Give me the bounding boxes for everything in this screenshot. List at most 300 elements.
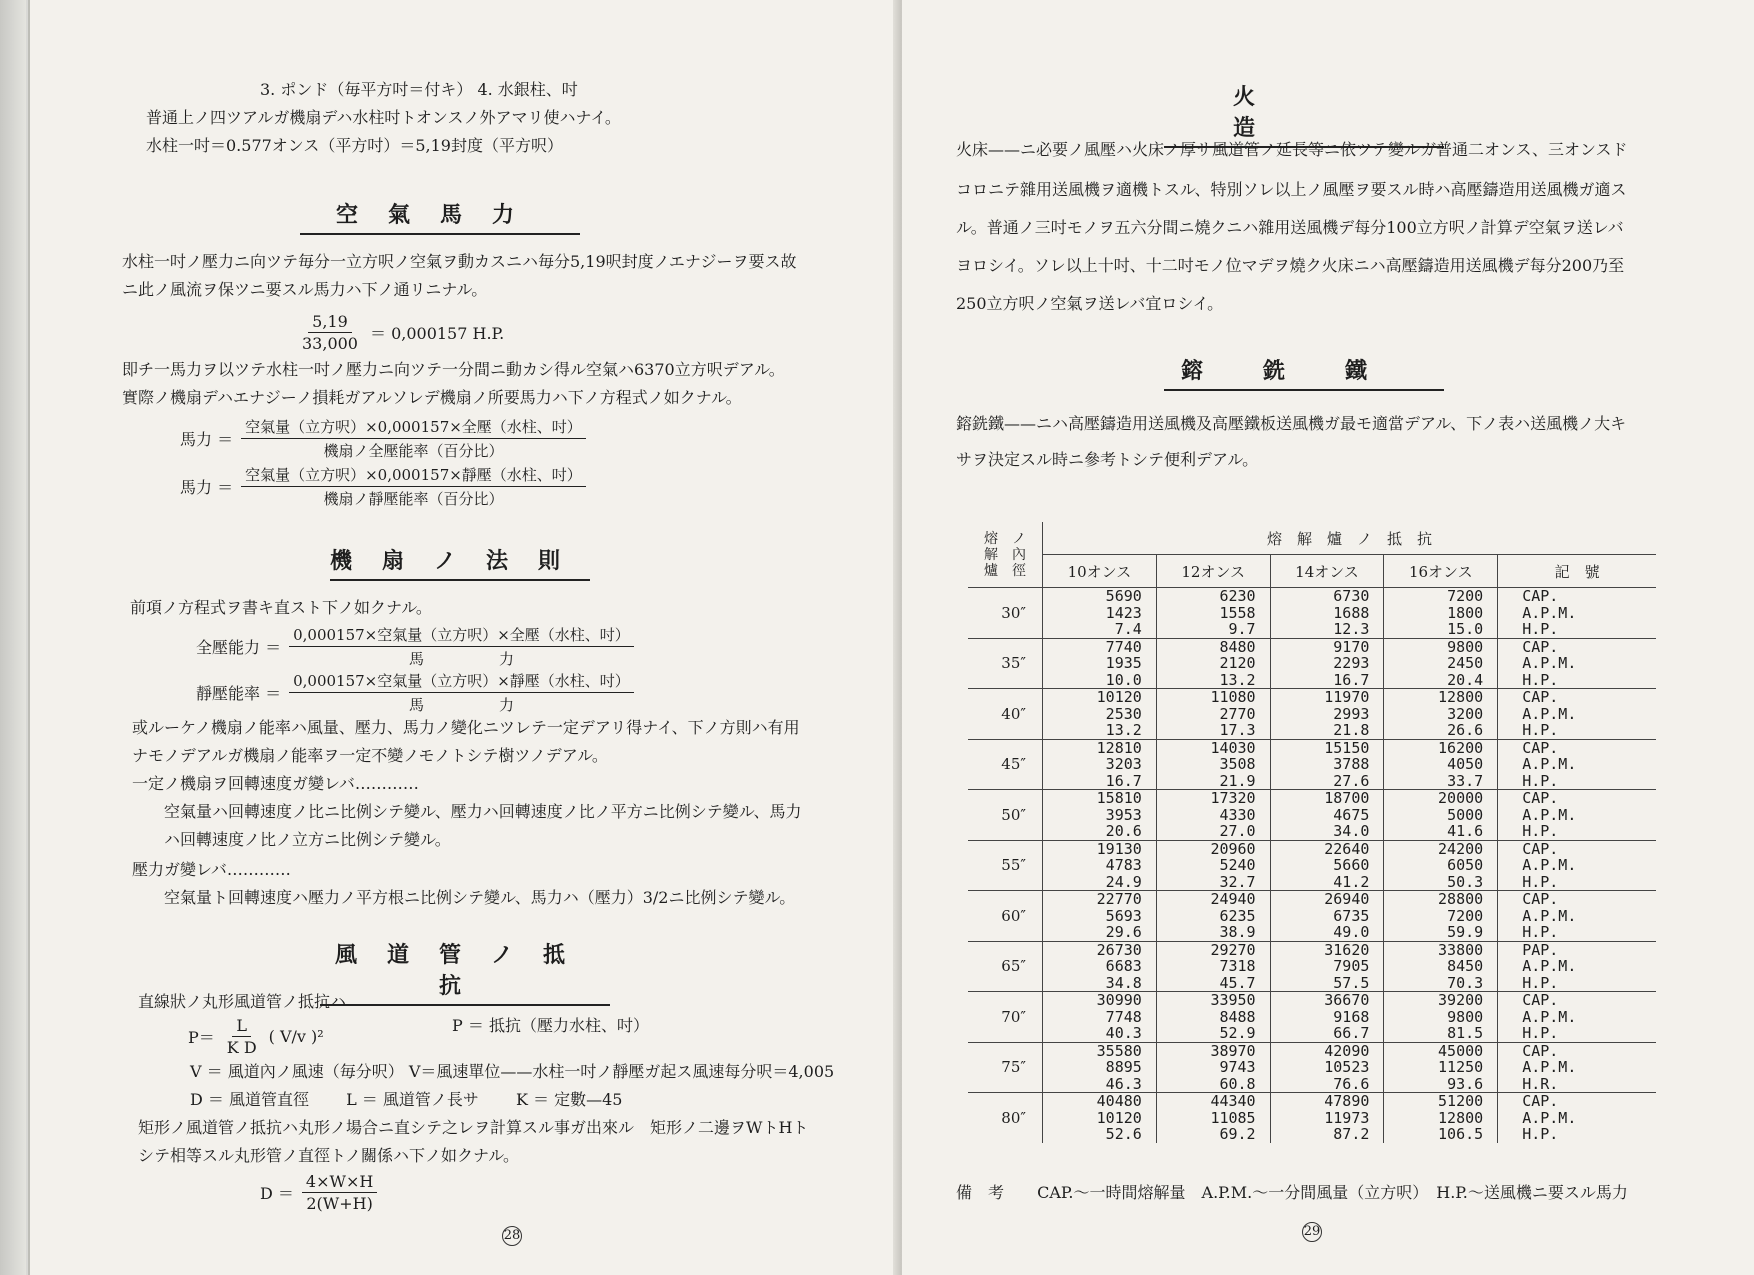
symbol-line: H.P. (1522, 771, 1559, 790)
column-header: 記 號 (1498, 555, 1656, 588)
value-line: 9.7 (1228, 620, 1256, 638)
value-line: 7748 (1105, 1007, 1142, 1026)
paragraph-line: 矩形ノ風道管ノ抵抗ハ丸形ノ場合ニ直シテ之レヲ計算スル事ガ出來ル 矩形ノ二邊ヲWトHト (138, 1118, 809, 1137)
value-line: 10523 (1324, 1058, 1370, 1076)
column-header: 16オンス (1384, 555, 1498, 588)
symbol-line: CAP. (1522, 738, 1559, 757)
symbol-line: CAP. (1522, 587, 1559, 605)
symbol-cell (1498, 588, 1656, 639)
fraction-numerator: 0,000157×空氣量（立方呎）×靜壓（水柱、吋） (289, 670, 634, 693)
cupola-diameter-cell: 80″ (968, 1093, 1043, 1143)
symbol-line: A.P.M. (1522, 704, 1577, 723)
value-line: 8480 (1219, 637, 1256, 656)
value-line: 16.7 (1105, 771, 1142, 790)
value-line: 50.3 (1447, 872, 1484, 891)
paragraph-line: 空氣量ハ回轉速度ノ比ニ比例シテ變ル、壓力ハ回轉速度ノ比ノ平方ニ比例シテ變ル、馬力 (164, 802, 802, 821)
value-line: 10.0 (1105, 670, 1142, 689)
left-page (28, 0, 902, 1275)
value-line: 76.6 (1333, 1074, 1370, 1093)
value-line: 17320 (1210, 789, 1256, 807)
symbol-cell (1498, 840, 1656, 891)
value-cell-v12 (1156, 588, 1270, 639)
value-line: 16200 (1438, 738, 1484, 757)
value-line: 22770 (1096, 890, 1142, 908)
value-line: 66.7 (1333, 1024, 1370, 1042)
fraction-numerator: 4×W×H (302, 1172, 377, 1193)
cupola-diameter-cell: 30″ (968, 588, 1043, 639)
value-line: 87.2 (1333, 1125, 1370, 1143)
fraction-numerator: 空氣量（立方呎）×0,000157×全壓（水柱、吋） (241, 416, 586, 439)
paragraph-line: 或ルーケノ機扇ノ能率ハ風量、壓力、馬力ノ變化ニツレテ一定デアリ得ナイ、下ノ方則ハ有用 (132, 718, 800, 737)
value-line: 29.6 (1105, 923, 1142, 941)
note-label: 備 考 (956, 1183, 1005, 1202)
fraction-result: ＝ 0,000157 H.P. (369, 324, 505, 343)
value-line: 32.7 (1219, 872, 1256, 891)
value-line: 8450 (1447, 957, 1484, 975)
heading-air-horsepower: 空氣馬力 (300, 198, 580, 235)
value-line: 4330 (1219, 805, 1256, 824)
value-cell-v12 (1156, 891, 1270, 942)
symbol-line: A.P.M. (1522, 957, 1577, 975)
value-line: 13.2 (1105, 721, 1142, 739)
value-cell-v16 (1384, 588, 1498, 639)
value-cell-v12 (1156, 689, 1270, 740)
value-line: 38.9 (1219, 923, 1256, 941)
value-line: 42090 (1324, 1041, 1370, 1060)
heading-cupola-iron: 鎔銑鐵 (1164, 354, 1444, 391)
value-line: 2770 (1219, 704, 1256, 723)
symbol-line: PAP. (1522, 940, 1559, 959)
value-cell-v10 (1043, 638, 1157, 689)
value-cell-v12 (1156, 941, 1270, 992)
symbol-line: H.P. (1522, 1024, 1559, 1042)
symbol-line: H.P. (1522, 721, 1559, 739)
value-line: 6730 (1333, 587, 1370, 605)
value-line: 51200 (1438, 1092, 1484, 1110)
value-line: 6235 (1219, 906, 1256, 925)
fraction-numerator: 5,19 (308, 312, 352, 333)
value-line: 33.7 (1447, 771, 1484, 790)
value-line: 2530 (1105, 704, 1142, 723)
value-line: 6735 (1333, 906, 1370, 925)
symbol-line: A.P.M. (1522, 856, 1577, 874)
value-line: 7.4 (1114, 620, 1142, 638)
value-line: 24200 (1438, 839, 1484, 858)
value-line: 35580 (1096, 1041, 1142, 1060)
fraction-numerator: L (232, 1016, 251, 1037)
column-header: 14オンス (1270, 555, 1384, 588)
paragraph-line: 壓力ガ變レバ………… (132, 860, 291, 879)
value-line: 60.8 (1219, 1074, 1256, 1093)
value-cell-v10 (1043, 992, 1157, 1043)
value-line: 21.9 (1219, 771, 1256, 790)
value-cell-v10 (1043, 739, 1157, 790)
value-line: 11085 (1210, 1108, 1256, 1127)
symbol-line: CAP. (1522, 688, 1559, 706)
value-line: 3203 (1105, 755, 1142, 773)
value-line: 106.5 (1438, 1125, 1484, 1143)
value-cell-v14 (1270, 1093, 1384, 1143)
table-row (968, 891, 1656, 942)
value-line: 6683 (1105, 957, 1142, 975)
value-line: 19130 (1096, 839, 1142, 858)
symbol-line: A.P.M. (1522, 1058, 1577, 1076)
formula-duct-pressure (188, 1016, 324, 1057)
table-row (968, 790, 1656, 841)
formula-label: 靜壓能率 ＝ (196, 684, 282, 703)
symbol-line: CAP. (1522, 1041, 1559, 1060)
value-line: 5693 (1105, 906, 1142, 925)
formula-label: D ＝ (260, 1184, 294, 1203)
value-line: 15150 (1324, 738, 1370, 757)
value-line: 5690 (1105, 587, 1142, 605)
value-line: 93.6 (1447, 1074, 1484, 1093)
value-line: 33950 (1210, 991, 1256, 1009)
value-cell-v14 (1270, 891, 1384, 942)
value-line: 11970 (1324, 688, 1370, 706)
value-cell-v12 (1156, 992, 1270, 1043)
symbol-cell (1498, 790, 1656, 841)
value-line: 59.9 (1447, 923, 1484, 941)
value-cell-v16 (1384, 1093, 1498, 1143)
value-line: 2293 (1333, 654, 1370, 672)
symbol-line: H.R. (1522, 1074, 1559, 1093)
paragraph-line: ヨロシイ。ソレ以上十吋、十二吋モノ位マデヲ燒ク火床ニハ高壓鑄造用送風機デ每分200乃至 (956, 256, 1625, 275)
paragraph-line: 空氣量ト回轉速度ハ壓力ノ平方根ニ比例シテ變ル、馬力ハ（壓力）3/2ニ比例シテ變ル。 (164, 888, 796, 907)
value-line: 9743 (1219, 1058, 1256, 1076)
cupola-diameter-cell: 35″ (968, 638, 1043, 689)
value-line: 20000 (1438, 789, 1484, 807)
value-line: 47890 (1324, 1092, 1370, 1110)
value-line: 7200 (1447, 906, 1484, 925)
symbol-cell (1498, 992, 1656, 1043)
value-line: 45000 (1438, 1041, 1484, 1060)
symbol-line: CAP. (1522, 1092, 1559, 1110)
value-line: 41.6 (1447, 822, 1484, 840)
value-cell-v12 (1156, 638, 1270, 689)
paragraph-line: ナモノデアルガ機扇ノ能率ヲ一定不變ノモノトシテ樹ツノデアル。 (132, 746, 608, 765)
value-line: 10120 (1096, 688, 1142, 706)
value-line: 46.3 (1105, 1074, 1142, 1093)
formula-label: 馬力 ＝ (180, 478, 234, 497)
value-cell-v10 (1043, 1093, 1157, 1143)
formula-total-efficiency (196, 624, 642, 669)
value-line: 70.3 (1447, 973, 1484, 992)
symbol-line: A.P.M. (1522, 755, 1577, 773)
value-line: 12810 (1096, 738, 1142, 757)
value-line: 20960 (1210, 839, 1256, 858)
heading-fan-laws: 機扇ノ法則 (330, 544, 590, 581)
value-line: 49.0 (1333, 923, 1370, 941)
value-cell-v10 (1043, 891, 1157, 942)
symbol-line: CAP. (1522, 839, 1559, 858)
fraction-numerator: 空氣量（立方呎）×0,000157×靜壓（水柱、吋） (241, 464, 586, 487)
pressure-definition: P ＝ 抵抗（壓力水柱、吋） (452, 1016, 649, 1035)
value-line: 20.6 (1105, 822, 1142, 840)
value-cell-v10 (1043, 588, 1157, 639)
value-cell-v10 (1043, 689, 1157, 740)
value-line: 20.4 (1447, 670, 1484, 689)
symbol-cell (1498, 1042, 1656, 1093)
paragraph-line: 即チ一馬力ヲ以ツテ水柱一吋ノ壓力ニ向ツテ一分間ニ動カシ得ル空氣ハ6370立方呎デアル。 (122, 360, 785, 379)
symbol-line: H.P. (1522, 872, 1559, 891)
fraction-denominator: 機扇ノ全壓能率（百分比） (323, 442, 504, 460)
symbol-line: H.P. (1522, 1125, 1559, 1143)
value-line: 9800 (1447, 1007, 1484, 1026)
value-line: 3508 (1219, 755, 1256, 773)
symbol-line: A.P.M. (1522, 603, 1577, 622)
table-row (968, 1042, 1656, 1093)
value-line: 38970 (1210, 1041, 1256, 1060)
note-text: CAP.〜一時間熔解量 A.P.M.〜一分間風量（立方呎） H.P.〜送風機ニ要スル馬力 (1037, 1183, 1628, 1202)
fraction-denominator: 33,000 (302, 334, 358, 353)
value-line: 7318 (1219, 957, 1256, 975)
heading-forging: 火 造 (1164, 80, 1444, 148)
value-line: 11080 (1210, 688, 1256, 706)
table-row (968, 992, 1656, 1043)
cupola-diameter-cell: 75″ (968, 1042, 1043, 1093)
table-row (968, 638, 1656, 689)
value-line: 29270 (1210, 940, 1256, 959)
fraction-denominator: 2(W+H) (306, 1194, 373, 1213)
value-line: 17.3 (1219, 721, 1256, 739)
value-cell-v16 (1384, 638, 1498, 689)
value-line: 13.2 (1219, 670, 1256, 689)
paragraph-line: 250立方呎ノ空氣ヲ送レバ宜ロシイ。 (956, 294, 1224, 313)
paragraph-line: ハ回轉速度ノ比ノ立方ニ比例シテ變ル。 (164, 830, 451, 849)
value-line: 31620 (1324, 940, 1370, 959)
value-line: 41.2 (1333, 872, 1370, 891)
value-line: 8895 (1105, 1058, 1142, 1076)
value-line: 15810 (1096, 789, 1142, 807)
value-line: 40.3 (1105, 1024, 1142, 1042)
value-cell-v12 (1156, 1093, 1270, 1143)
book-edge (0, 0, 26, 1275)
cupola-diameter-cell: 65″ (968, 941, 1043, 992)
fraction-denominator: 馬 力 (408, 696, 514, 714)
value-line: 7740 (1105, 637, 1142, 656)
value-line: 15.0 (1447, 620, 1484, 638)
value-cell-v14 (1270, 588, 1384, 639)
paragraph-line: V ＝ 風道內ノ風速（毎分呎） V＝風速單位——水柱一吋ノ靜壓ガ起ス風速每分呎＝4,005 (190, 1062, 835, 1081)
cupola-diameter-cell: 45″ (968, 739, 1043, 790)
velocity-ratio-term: ( V/v )² (268, 1027, 324, 1046)
value-line: 7905 (1333, 957, 1370, 975)
value-line: 9800 (1447, 637, 1484, 656)
value-cell-v16 (1384, 739, 1498, 790)
paragraph-line: 水柱一吋ノ壓力ニ向ツテ毎分一立方呎ノ空氣ヲ動カスニハ毎分5,19呎封度ノエナジーヲ要ス故 (122, 252, 797, 271)
cupola-diameter-cell: 40″ (968, 689, 1043, 740)
value-line: 3788 (1333, 755, 1370, 773)
value-cell-v16 (1384, 992, 1498, 1043)
cupola-diameter-cell: 70″ (968, 992, 1043, 1043)
value-line: 1558 (1219, 603, 1256, 622)
symbol-line: H.P. (1522, 620, 1559, 638)
paragraph-line: 鎔銑鐵——ニハ高壓鑄造用送風機及高壓鐵板送風機ガ最モ適當デアル、下ノ表ハ送風機ノ大キ (956, 414, 1627, 433)
value-line: 11973 (1324, 1108, 1370, 1127)
value-line: 9170 (1333, 637, 1370, 656)
value-cell-v14 (1270, 638, 1384, 689)
value-line: 24.9 (1105, 872, 1142, 891)
value-cell-v14 (1270, 689, 1384, 740)
fraction-denominator: 馬 力 (408, 650, 514, 668)
value-line: 11250 (1438, 1058, 1484, 1076)
symbol-line: CAP. (1522, 890, 1559, 908)
value-line: 28800 (1438, 890, 1484, 908)
value-line: 6050 (1447, 856, 1484, 874)
value-cell-v14 (1270, 840, 1384, 891)
page-number: 29 (1302, 1222, 1322, 1242)
paragraph-line: 直線狀ノ丸形風道管ノ抵抗ハ (138, 992, 347, 1011)
value-line: 2450 (1447, 654, 1484, 672)
value-line: 1935 (1105, 654, 1142, 672)
symbol-line: A.P.M. (1522, 1007, 1577, 1026)
symbol-line: A.P.M. (1522, 805, 1577, 824)
value-cell-v12 (1156, 790, 1270, 841)
page-number: 28 (502, 1226, 522, 1246)
symbol-cell (1498, 1093, 1656, 1143)
value-cell-v14 (1270, 790, 1384, 841)
paragraph-line: サヲ決定スル時ニ參考トシテ便利デアル。 (956, 450, 1259, 469)
formula-hp-total (180, 416, 594, 461)
table-note (956, 1180, 1628, 1203)
value-line: 5000 (1447, 805, 1484, 824)
value-line: 27.6 (1333, 771, 1370, 790)
value-cell-v12 (1156, 739, 1270, 790)
fraction-denominator: K D (226, 1038, 257, 1057)
symbol-cell (1498, 739, 1656, 790)
value-line: 69.2 (1219, 1125, 1256, 1143)
formula-static-efficiency (196, 670, 642, 715)
value-line: 34.0 (1333, 822, 1370, 840)
symbol-line: H.P. (1522, 973, 1559, 992)
paragraph-line: 前項ノ方程式ヲ書キ直スト下ノ如クナル。 (130, 598, 432, 617)
pressure-unit-line: 3. ポンド（毎平方吋＝付キ） 4. 水銀柱、吋 (260, 80, 578, 99)
value-line: 39200 (1438, 991, 1484, 1009)
symbol-line: A.P.M. (1522, 654, 1577, 672)
corner-header: 熔 ノ 解 內 爐 徑 (984, 530, 1026, 579)
value-line: 4783 (1105, 856, 1142, 874)
value-cell-v16 (1384, 1042, 1498, 1093)
value-line: 12800 (1438, 688, 1484, 706)
value-line: 12.3 (1333, 620, 1370, 638)
value-cell-v10 (1043, 840, 1157, 891)
value-cell-v16 (1384, 941, 1498, 992)
value-line: 2993 (1333, 704, 1370, 723)
value-line: 2120 (1219, 654, 1256, 672)
value-cell-v10 (1043, 790, 1157, 841)
column-header: 12オンス (1156, 555, 1270, 588)
value-line: 52.9 (1219, 1024, 1256, 1042)
symbol-line: A.P.M. (1522, 906, 1577, 925)
value-line: 81.5 (1447, 1024, 1484, 1042)
value-line: 4050 (1447, 755, 1484, 773)
symbol-line: CAP. (1522, 991, 1559, 1009)
symbol-cell (1498, 891, 1656, 942)
symbol-line: H.P. (1522, 923, 1559, 941)
heading-duct-resistance: 風道管ノ抵抗 (320, 938, 610, 1006)
value-line: 10120 (1096, 1108, 1142, 1127)
value-line: 12800 (1438, 1108, 1484, 1127)
symbol-line: CAP. (1522, 637, 1559, 656)
paragraph-line: シテ相等スル丸形管ノ直徑トノ關係ハ下ノ如クナル。 (138, 1146, 519, 1165)
value-cell-v12 (1156, 1042, 1270, 1093)
table-row (968, 689, 1656, 740)
table-row (968, 1093, 1656, 1143)
formula-equivalent-diameter (260, 1172, 385, 1213)
paragraph-line: D ＝ 風道管直徑 L ＝ 風道管ノ長サ K ＝ 定數—45 (190, 1090, 623, 1109)
symbol-line: CAP. (1522, 789, 1559, 807)
table-row (968, 941, 1656, 992)
value-cell-v16 (1384, 840, 1498, 891)
value-line: 8488 (1219, 1007, 1256, 1026)
value-line: 1800 (1447, 603, 1484, 622)
symbol-cell (1498, 638, 1656, 689)
paragraph-line: 火床——ニ必要ノ風壓ハ火床ノ厚サ風道管ノ延長等ニ依ツテ變ルガ普通二オンス、三オンスド (956, 140, 1628, 159)
value-line: 22640 (1324, 839, 1370, 858)
value-line: 26730 (1096, 940, 1142, 959)
value-cell-v14 (1270, 941, 1384, 992)
group-header: 熔 解 爐 ノ 抵 抗 (1043, 522, 1657, 555)
value-line: 21.8 (1333, 721, 1370, 739)
value-line: 4675 (1333, 805, 1370, 824)
value-line: 3200 (1447, 704, 1484, 723)
value-cell-v16 (1384, 790, 1498, 841)
value-line: 7200 (1447, 587, 1484, 605)
value-line: 9168 (1333, 1007, 1370, 1026)
value-cell-v16 (1384, 689, 1498, 740)
value-line: 33800 (1438, 940, 1484, 959)
table-row (968, 739, 1656, 790)
paragraph-line: 一定ノ機扇ヲ回轉速度ガ變レバ………… (132, 774, 419, 793)
value-line: 14030 (1210, 738, 1256, 757)
paragraph-line: ル。普通ノ三吋モノヲ五六分間ニ燒クニハ雜用送風機デ每分100立方呎ノ計算デ空氣ヲ送レバ (956, 218, 1624, 237)
right-page (902, 0, 1754, 1275)
value-line: 26.6 (1447, 721, 1484, 739)
value-line: 27.0 (1219, 822, 1256, 840)
value-line: 30990 (1096, 991, 1142, 1009)
value-line: 6230 (1219, 587, 1256, 605)
value-line: 5240 (1219, 856, 1256, 874)
value-cell-v14 (1270, 739, 1384, 790)
table-row (968, 588, 1656, 639)
paragraph-line: ニ此ノ風流ヲ保ツニ要スル馬力ハ下ノ通リニナル。 (122, 280, 488, 299)
formula-hp-per-unit (290, 312, 504, 353)
value-cell-v14 (1270, 992, 1384, 1043)
formula-hp-static (180, 464, 594, 509)
cupola-blower-table (968, 522, 1656, 1143)
symbol-line: H.P. (1522, 670, 1559, 689)
fraction-numerator: 0,000157×空氣量（立方呎）×全壓（水柱、吋） (289, 624, 634, 647)
paragraph-line: 實際ノ機扇デハエナジーノ損耗ガアルソレデ機扇ノ所要馬力ハ下ノ方程式ノ如クナル。 (122, 388, 742, 407)
formula-label: 全壓能力 ＝ (196, 638, 282, 657)
value-line: 45.7 (1219, 973, 1256, 992)
value-line: 26940 (1324, 890, 1370, 908)
value-cell-v14 (1270, 1042, 1384, 1093)
value-line: 36670 (1324, 991, 1370, 1009)
value-line: 57.5 (1333, 973, 1370, 992)
formula-label: 馬力 ＝ (180, 430, 234, 449)
value-cell-v10 (1043, 1042, 1157, 1093)
value-line: 44340 (1210, 1092, 1256, 1110)
value-line: 3953 (1105, 805, 1142, 824)
value-line: 52.6 (1105, 1125, 1142, 1143)
symbol-line: H.P. (1522, 822, 1559, 840)
table-row (968, 840, 1656, 891)
value-line: 24940 (1210, 890, 1256, 908)
value-line: 16.7 (1333, 670, 1370, 689)
value-line: 5660 (1333, 856, 1370, 874)
